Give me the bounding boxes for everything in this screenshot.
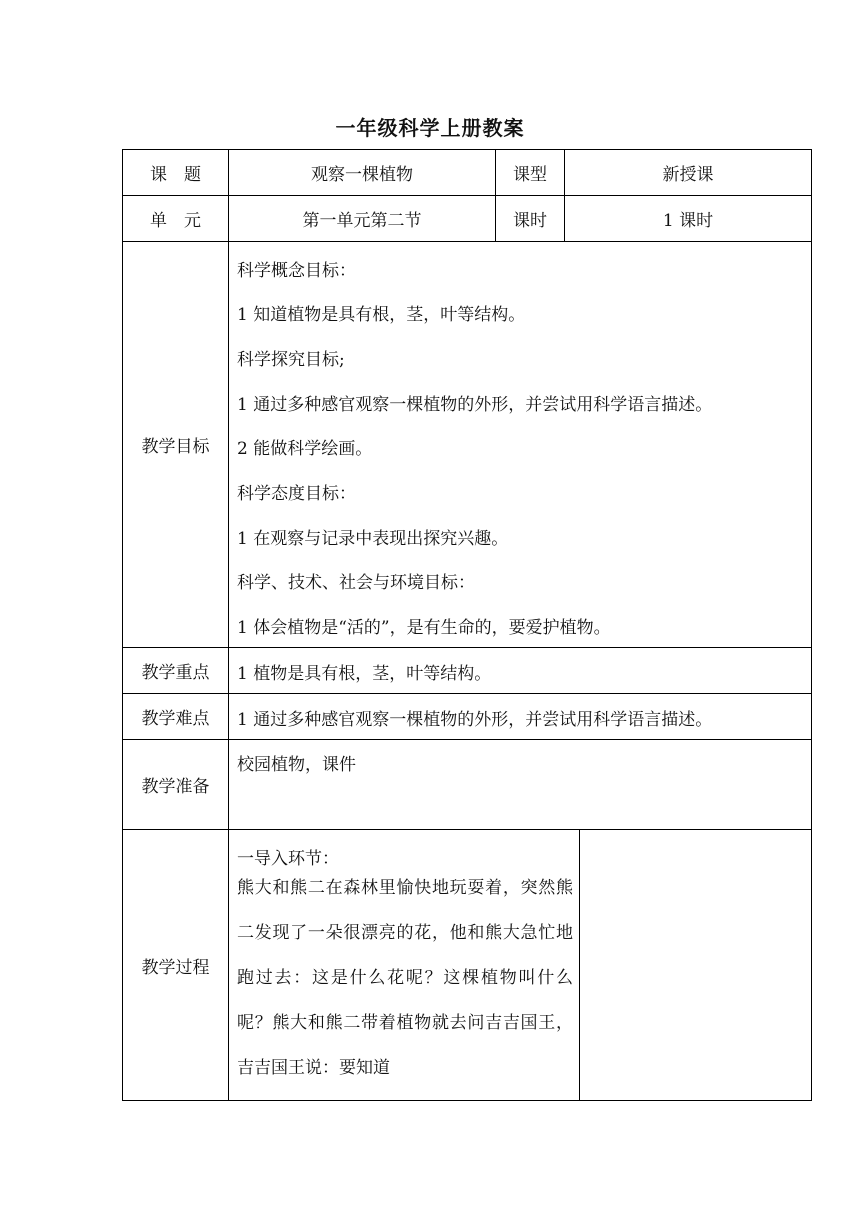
key-point-content <box>229 648 811 693</box>
objectives-line: 1 在观察与记录中表现出探究兴趣。 <box>237 529 509 549</box>
preparation-content <box>229 740 811 829</box>
page-title: 一年级科学上册教案 <box>335 116 525 140</box>
table-border-bottom <box>122 1100 812 1101</box>
objectives-line: 科学态度目标： <box>237 484 356 504</box>
objectives-line: 1 体会植物是“活的”，是有生命的，要爱护植物。 <box>237 618 611 638</box>
process-text: 熊大和熊二在森林里愉快地玩耍着，突然熊二发现了一朵很漂亮的花，他和熊大急忙地跑过去：这是什么花呢？这棵植物叫什么呢？熊大和熊二带着植物就去问吉吉国王，吉吉国王说：要知道 <box>237 878 573 1078</box>
difficulty-label: 教学难点 <box>141 709 210 729</box>
objectives-line: 1 知道植物是具有根，茎，叶等结构。 <box>237 305 526 325</box>
unit-label: 单 元 <box>150 211 201 231</box>
objectives-label: 教学目标 <box>141 437 210 457</box>
table-border-right <box>811 149 812 1101</box>
process-heading: 一导入环节： <box>237 849 339 869</box>
unit-value: 第一单元第二节 <box>302 211 422 231</box>
objectives-line: 1 通过多种感官观察一棵植物的外形，并尝试用科学语言描述。 <box>237 395 713 415</box>
preparation-label: 教学准备 <box>141 777 210 797</box>
process-label: 教学过程 <box>141 957 210 978</box>
key-point-label: 教学重点 <box>141 663 210 683</box>
objectives-content <box>229 242 811 647</box>
class-hours-value: 1 课时 <box>662 211 714 231</box>
difficulty-content <box>229 694 811 739</box>
lesson-type-label: 课型 <box>513 165 547 185</box>
topic-label: 课 题 <box>150 165 201 185</box>
preparation-text: 校园植物，课件 <box>237 755 356 775</box>
objectives-line: 科学探究目标; <box>237 350 345 370</box>
objectives-line: 科学概念目标： <box>237 261 356 281</box>
lesson-type-value: 新授课 <box>662 165 714 185</box>
process-content <box>229 830 579 1100</box>
objectives-line: 2 能做科学绘画。 <box>237 439 373 459</box>
key-point-text: 1 植物是具有根，茎，叶等结构。 <box>237 664 492 684</box>
difficulty-text: 1 通过多种感官观察一棵植物的外形，并尝试用科学语言描述。 <box>237 710 713 730</box>
process-notes-column <box>580 830 811 1100</box>
class-hours-label: 课时 <box>513 211 547 231</box>
objectives-line: 科学、技术、社会与环境目标： <box>237 573 475 593</box>
topic-value: 观察一棵植物 <box>311 165 413 185</box>
